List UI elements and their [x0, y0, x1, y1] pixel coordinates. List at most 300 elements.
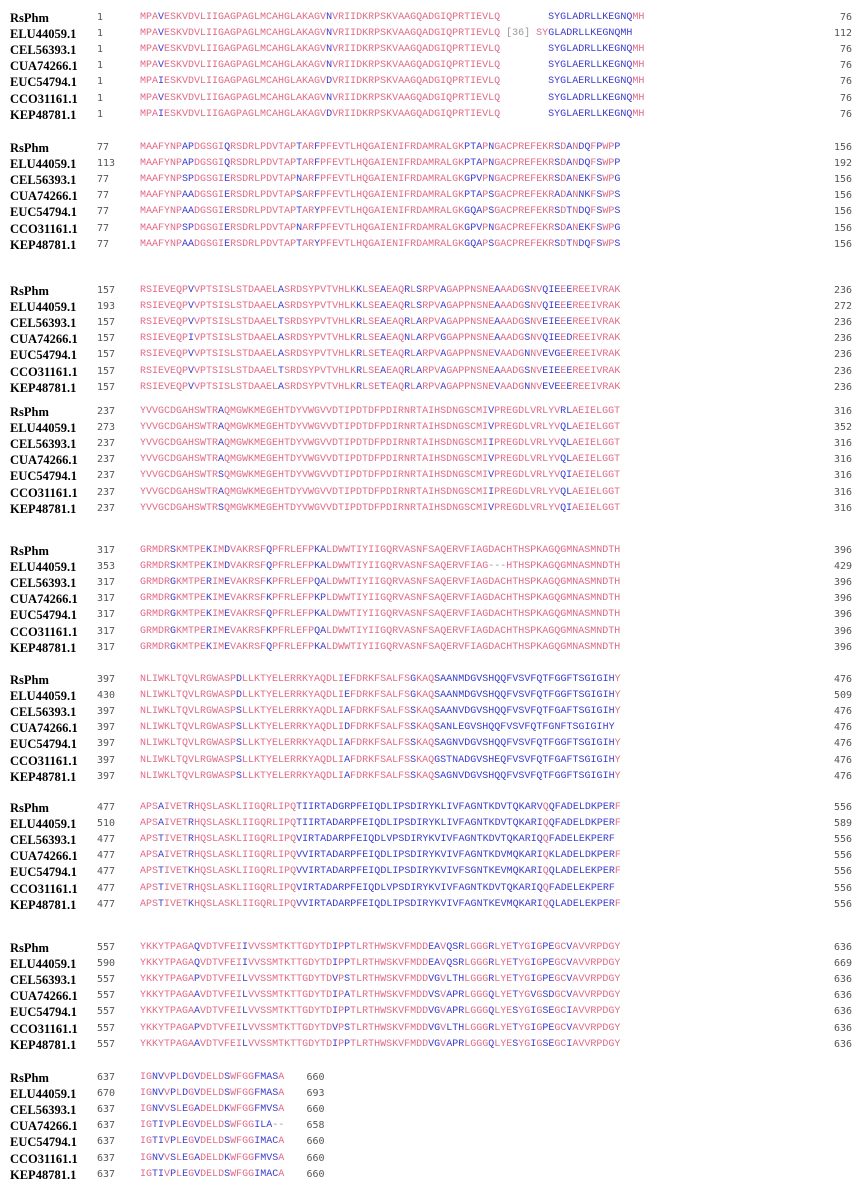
sequence-text: YKKYTPAGAQVDTVFEIIVVSSMTKTTGDYTDIPPTLRTHWSKVFMDDEAVQSRLGGGRLYETYGIGPEGCVAVVRPDGY: [140, 958, 621, 970]
start-position: 317: [97, 641, 116, 653]
sequence-name: KEP48781.1: [10, 769, 77, 784]
sequence-name: KEP48781.1: [10, 640, 77, 655]
sequence-name: CEL56393.1: [10, 833, 77, 848]
end-position: 396: [833, 609, 852, 621]
alignment-row: [0, 140, 858, 156]
sequence-text: GRMDRGKMTPERIMEVAKRSFKPFRLEFPQALDWWTIYIIGQRVASNFSAQERVFIAGDACHTHSPKAGQGMNASMNDTH: [140, 577, 621, 589]
end-position: 156: [833, 222, 852, 234]
alignment-row: [0, 1070, 858, 1086]
sequence-name: ELU44059.1: [10, 817, 77, 832]
sequence-text: NLIWKLTQVLRGWASPSLLKTYELERRKYAQDLIAFDRKFSALFSSKAQSAANVDGVSHQQFVSVFQTFGAFTSGIGIHY: [140, 706, 621, 718]
start-position: 557: [97, 942, 116, 953]
sequence-text: MPAVESKVDVLIIGAGPAGLMCAHGLAKAGVNVRIIDKRPSKVAAGQADGIQPRTIEVLQ SYGLAERLLKEGNQMH: [140, 60, 645, 72]
end-position: 396: [833, 641, 852, 653]
sequence-name: EUC54794.1: [10, 348, 78, 363]
end-position: 156: [833, 174, 852, 186]
end-position: 669: [833, 958, 852, 970]
end-position: 476: [833, 674, 852, 685]
start-position: 157: [97, 365, 116, 377]
sequence-name: ELU44059.1: [10, 27, 77, 42]
start-position: 477: [97, 898, 116, 910]
alignment-row: [0, 607, 858, 623]
sequence-text: YKKYTPAGAQVDTVFEIIVVSSMTKTTGDYTDIPPTLRTHWSKVFMDDEAVQSRLGGGRLYETYGIGPEGCVAVVRPDGY: [140, 942, 621, 953]
end-position: 156: [833, 206, 852, 218]
sequence-text: RSIEVEQPVVPTSISLSTDAAELASRDSYPVTVHLKRLSETEAQRLARPVAGAPPNSNEVAADGNNVEVEEEREEIVRAK: [140, 381, 621, 393]
sequence-text: RSIEVEQPVVPTSISLSTDAAELASRDSYPVTVHLKKLSEAEAQRLSRPVAGAPPNSNEAAADGSNVQIEEEREEIVRAK: [140, 301, 621, 313]
start-position: 397: [97, 754, 116, 766]
alignment-row: [0, 1037, 858, 1053]
end-position: 396: [833, 625, 852, 637]
alignment-row: [0, 704, 858, 720]
end-position: 76: [839, 76, 852, 88]
start-position: 157: [97, 317, 116, 329]
sequence-text: NLIWKLTQVLRGWASPSLLKTYELERRKYAQDLIAFDRKFSALFSSKAQSAGNVDGVSHQQFVSVFQTFGGFTSGIGIHY: [140, 738, 621, 750]
start-position: 637: [97, 1104, 116, 1116]
sequence-name: ELU44059.1: [10, 157, 77, 172]
alignment-row: [0, 1004, 858, 1020]
sequence-name: EUC54794.1: [10, 865, 78, 880]
sequence-name: CCO31161.1: [10, 1151, 78, 1166]
alignment-row: [0, 204, 858, 220]
end-position: 476: [833, 770, 852, 782]
sequence-text: YVVGCDGAHSWTRAQMGWKMEGEHTDYVWGVVDTIPDTDFPDIRNRTAIHSDNGSCMIVPREGDLVRLYVRLAEIELGGT: [140, 406, 621, 417]
start-position: 1: [97, 44, 104, 56]
start-position: 477: [97, 866, 116, 878]
start-position: 477: [97, 834, 116, 846]
sequence-text: MAAFYNPAADGSGIERSDRLPDVTAPSARFPFEVTLHQGAIENIFRDAMRALGKPTAPSGACPREFEKRADANNKFSWPS: [140, 190, 621, 202]
sequence-name: RsPhm: [10, 284, 49, 298]
start-position: 237: [97, 502, 116, 514]
start-position: 477: [97, 802, 116, 813]
alignment-row: [0, 74, 858, 90]
end-position: 636: [833, 1006, 852, 1018]
start-position: 77: [97, 142, 110, 153]
alignment-row: [0, 591, 858, 607]
sequence-text: MPAVESKVDVLIIGAGPAGLMCAHGLAKAGVNVRIIDKRPSKVAAGQADGIQPRTIEVLQ SYGLADRLLKEGNQMH: [140, 92, 645, 104]
alignment-row: [0, 816, 858, 832]
alignment-row: [0, 364, 858, 380]
end-position: 396: [833, 593, 852, 605]
start-position: 77: [97, 190, 110, 202]
end-position: 316: [833, 470, 852, 482]
sequence-text: MPAIESKVDVLIIGAGPAGLMCAHGLAKAGVDVRIIDKRPSKVAAGQADGIQPRTIEVLQ SYGLAERLLKEGNQMH: [140, 108, 645, 120]
alignment-row: [0, 736, 858, 752]
alignment-row: [0, 380, 858, 396]
start-position: 557: [97, 1006, 116, 1018]
alignment-row: [0, 91, 858, 107]
alignment-row: [0, 1134, 858, 1150]
sequence-text: YKKYTPAGAAVDTVFEILVVSSMTKTTGDYTDIPPTLRTHWSKVFMDDVGVAPRLGGGQLYESYGIGSEGCIAVVRPDGY: [140, 1006, 621, 1018]
sequence-name: RsPhm: [10, 11, 49, 25]
start-position: 113: [97, 158, 116, 170]
end-position: 556: [833, 834, 852, 846]
sequence-text: RSIEVEQPVVPTSISLSTDAAELTSRDSYPVTVHLKRLSEAEAQRLARPVAGAPPNSNEAAADGSNVEIEEEREEIVRAK: [140, 365, 621, 377]
sequence-text: APSAIVETRHQSLASKLIIGQRLIPQTIIRTADGRPFEIQDLIPSDIRYKLIVFAGNTKDVTQKARVQQFADELDKPERF: [140, 802, 621, 813]
end-position: 76: [839, 44, 852, 56]
alignment-row: [0, 672, 858, 688]
sequence-text: NLIWKLTQVLRGWASPSLLKTYELERRKYAQDLIAFDRKFSALFSSKAQGSTNADGVSHEQFVSVFQTFGAFTSGIGIHY: [140, 754, 621, 766]
end-position: 236: [833, 317, 852, 329]
sequence-text: IGNVVSLEGADELDKWFGGFMVSA: [140, 1104, 285, 1116]
sequence-name: RsPhm: [10, 1071, 49, 1085]
sequence-name: RsPhm: [10, 941, 49, 955]
start-position: 670: [97, 1088, 116, 1100]
end-position: 660: [306, 1168, 325, 1180]
sequence-text: IGNVVPLDGVDELDSWFGGFMASA: [140, 1088, 285, 1100]
start-position: 557: [97, 974, 116, 986]
alignment-row: [0, 1167, 858, 1183]
end-position: 636: [833, 1038, 852, 1050]
alignment-row: [0, 347, 858, 363]
alignment-row: [0, 283, 858, 299]
start-position: 157: [97, 333, 116, 345]
sequence-name: ELU44059.1: [10, 421, 77, 436]
end-position: 396: [833, 545, 852, 556]
end-position: 156: [833, 238, 852, 250]
sequence-text: YVVGCDGAHSWTRAQMGWKMEGEHTDYVWGVVDTIPDTDFPDIRNRTAIHSDNGSCMIIPREGDLVRLYVQLAEIELGGT: [140, 438, 621, 450]
alignment-row: [0, 972, 858, 988]
start-position: 430: [97, 690, 116, 702]
sequence-name: ELU44059.1: [10, 957, 77, 972]
sequence-text: IGNVVPLDGVDELDSWFGGFMASA: [140, 1072, 285, 1083]
start-position: 157: [97, 381, 116, 393]
start-position: 237: [97, 454, 116, 466]
end-position: 660: [306, 1072, 325, 1083]
alignment-row: [0, 688, 858, 704]
start-position: 557: [97, 1022, 116, 1034]
end-position: 476: [833, 722, 852, 734]
sequence-name: CCO31161.1: [10, 485, 78, 500]
alignment-row: [0, 221, 858, 237]
sequence-text: NLIWKLTQVLRGWASPSLLKTYELERRKYAQDLIDFDRKFSALFSSKAQSANLEGVSHQQFVSVFQTFGNFTSGIGIHY: [140, 722, 615, 734]
sequence-text: YKKYTPAGAPVDTVFEILVVSSMTKTTGDYTDVPSTLRTHWSKVFMDDVGVLTHLGGGRLYETYGIGPEGCVAVVRPDGY: [140, 974, 621, 986]
sequence-name: CUA74266.1: [10, 453, 78, 468]
sequence-text: APSTIVETRHQSLASKLIIGQRLIPQVIRTADARPFEIQDLVPSDIRYKVIVFAGNTKDVTQKARIQQFADELEKPERF: [140, 834, 615, 846]
end-position: 660: [306, 1152, 325, 1164]
sequence-text: IGTIVPLEGVDELDSWFGGIMACA: [140, 1168, 285, 1180]
sequence-name: CEL56393.1: [10, 173, 77, 188]
sequence-name: KEP48781.1: [10, 237, 77, 252]
alignment-row: [0, 331, 858, 347]
start-position: 77: [97, 206, 110, 218]
alignment-row: [0, 1102, 858, 1118]
start-position: 397: [97, 674, 116, 685]
sequence-name: CUA74266.1: [10, 989, 78, 1004]
sequence-name: RsPhm: [10, 405, 49, 419]
end-position: 236: [833, 333, 852, 345]
end-position: 556: [833, 898, 852, 910]
start-position: 1: [97, 60, 104, 72]
alignment-row: [0, 420, 858, 436]
sequence-name: CCO31161.1: [10, 221, 78, 236]
start-position: 1: [97, 28, 104, 40]
sequence-text: MPAVESKVDVLIIGAGPAGLMCAHGLAKAGVNVRIIDKRPSKVAAGQADGIQPRTIEVLQ SYGLADRLLKEGNQMH: [140, 44, 645, 56]
alignment-row: [0, 956, 858, 972]
sequence-name: KEP48781.1: [10, 897, 77, 912]
start-position: 353: [97, 561, 116, 573]
alignment-row: [0, 156, 858, 172]
alignment-row: [0, 543, 858, 559]
sequence-text: MPAVESKVDVLIIGAGPAGLMCAHGLAKAGVNVRIIDKRPSKVAAGQADGIQPRTIEVLQ [36] SYGLADRLLKEGNQMH: [140, 28, 633, 40]
end-position: 476: [833, 754, 852, 766]
sequence-text: YVVGCDGAHSWTRSQMGWKMEGEHTDYVWGVVDTIPDTDFPDIRNRTAIHSDNGSCMIVPREGDLVRLYVQIAEIELGGT: [140, 470, 621, 482]
alignment-row: [0, 436, 858, 452]
start-position: 237: [97, 438, 116, 450]
sequence-text: RSIEVEQPVVPTSISLSTDAAELASRDSYPVTVHLKKLSEAEAQRLSRPVAGAPPNSNEAAADGSNVQIEEEREEIVRAK: [140, 285, 621, 296]
alignment-row: [0, 624, 858, 640]
sequence-name: CUA74266.1: [10, 592, 78, 607]
end-position: 636: [833, 1022, 852, 1034]
end-position: 589: [833, 818, 852, 830]
alignment-row: [0, 501, 858, 517]
alignment-row: [0, 188, 858, 204]
sequence-text: MAAFYNPAADGSGIERSDRLPDVTAPTARYPFEVTLHQGAIENIFRDAMRALGKGQAPSGACPREFEKRSDTNDQFSWPS: [140, 238, 621, 250]
sequence-text: APSTIVETKHQSLASKLIIGQRLIPQVVIRTADARPFEIQDLIPSDIRYKVIVFAGNTKEVMQKARIQQLADELEKPERF: [140, 898, 621, 910]
end-position: 636: [833, 942, 852, 953]
sequence-text: MAAFYNPSPDGSGIERSDRLPDVTAPNARFPFEVTLHQGAIENIFRDAMRALGKGPVPNGACPREFEKRSDANEKFSWPG: [140, 222, 621, 234]
sequence-text: GRMDRSKMTPEKIMDVAKRSFQPFRLEFPKALDWWTIYIIGQRVASNFSAQERVFIAG---HTHSPKAGQGMNASMNDTH: [140, 561, 621, 573]
alignment-row: [0, 1151, 858, 1167]
sequence-name: KEP48781.1: [10, 107, 77, 122]
end-position: 636: [833, 990, 852, 1002]
end-position: 352: [833, 422, 852, 434]
sequence-text: YKKYTPAGAAVDTVFEILVVSSMTKTTGDYTDIPPTLRTHWSKVFMDDVGVAPRLGGGQLYESYGIGSEGCIAVVRPDGY: [140, 1038, 621, 1050]
sequence-name: ELU44059.1: [10, 689, 77, 704]
end-position: 76: [839, 60, 852, 72]
sequence-name: CEL56393.1: [10, 576, 77, 591]
alignment-row: [0, 172, 858, 188]
start-position: 317: [97, 593, 116, 605]
sequence-name: CEL56393.1: [10, 973, 77, 988]
start-position: 637: [97, 1072, 116, 1083]
alignment-row: [0, 1118, 858, 1134]
sequence-text: GRMDRGKMTPEKIMEVAKRSFKPFRLEFPKPLDWWTIYIIGQRVASNFSAQERVFIAGDACHTHSPKAGQGMNASMNDTH: [140, 593, 621, 605]
sequence-name: CEL56393.1: [10, 43, 77, 58]
alignment-row: [0, 988, 858, 1004]
sequence-name: EUC54794.1: [10, 469, 78, 484]
end-position: 112: [833, 28, 852, 40]
end-position: 192: [833, 158, 852, 170]
start-position: 237: [97, 470, 116, 482]
sequence-text: NLIWKLTQVLRGWASPDLLKTYELERRKYAQDLIEFDRKFSALFSGKAQSAANMDGVSHQQFVSVFQTFGGFTSGIGIHY: [140, 690, 621, 702]
end-position: 429: [833, 561, 852, 573]
sequence-name: CUA74266.1: [10, 1119, 78, 1134]
sequence-text: RSIEVEQPVVPTSISLSTDAAELASRDSYPVTVHLKRLSETEAQRLARPVAGAPPNSNEVAADGNNVEVGEEREEIVRAK: [140, 349, 621, 361]
sequence-text: MAAFYNPSPDGSGIERSDRLPDVTAPNARFPFEVTLHQGAIENIFRDAMRALGKGPVPNGACPREFEKRSDANEKFSWPG: [140, 174, 621, 186]
start-position: 273: [97, 422, 116, 434]
end-position: 316: [833, 438, 852, 450]
sequence-text: GRMDRGKMTPEKIMEVAKRSFQPFRLEFPKALDWWTIYIIGQRVASNFSAQERVFIAGDACHTHSPKAGQGMNASMNDTH: [140, 641, 621, 653]
alignment-row: [0, 1021, 858, 1037]
start-position: 557: [97, 1038, 116, 1050]
sequence-text: GRMDRSKMTPEKIMDVAKRSFQPFRLEFPKALDWWTIYIIGQRVASNFSAQERVFIAGDACHTHSPKAGQGMNASMNDTH: [140, 545, 621, 556]
start-position: 193: [97, 301, 116, 313]
sequence-name: KEP48781.1: [10, 380, 77, 395]
sequence-text: APSAIVETRHQSLASKLIIGQRLIPQTIIRTADARPFEIQDLIPSDIRYKLIVFAGNTKDVTQKARIQQFADELDKPERF: [140, 818, 621, 830]
start-position: 317: [97, 577, 116, 589]
sequence-text: MAAFYNPAADGSGIERSDRLPDVTAPTARYPFEVTLHQGAIENIFRDAMRALGKGQAPSGACPREFEKRSDTNDQFSWPS: [140, 206, 621, 218]
start-position: 510: [97, 818, 116, 830]
alignment-row: [0, 575, 858, 591]
start-position: 1: [97, 76, 104, 88]
start-position: 637: [97, 1152, 116, 1164]
end-position: 316: [833, 502, 852, 514]
sequence-text: NLIWKLTQVLRGWASPSLLKTYELERRKYAQDLIAFDRKFSALFSSKAQSAGNVDGVSHQQFVSVFQTFGGFTSGIGIHY: [140, 770, 621, 782]
start-position: 637: [97, 1120, 116, 1132]
end-position: 476: [833, 706, 852, 718]
alignment-row: [0, 720, 858, 736]
sequence-text: MPAIESKVDVLIIGAGPAGLMCAHGLAKAGVDVRIIDKRPSKVAAGQADGIQPRTIEVLQ SYGLAERLLKEGNQMH: [140, 76, 645, 88]
start-position: 397: [97, 738, 116, 750]
sequence-text: MAAFYNPAPDGSGIQRSDRLPDVTAPTARFPFEVTLHQGAIENIFRDAMRALGKPTAPNGACPREFEKRSDANDQFSWPP: [140, 158, 621, 170]
alignment-row: [0, 10, 858, 26]
end-position: 660: [306, 1104, 325, 1116]
sequence-name: CCO31161.1: [10, 881, 78, 896]
alignment-row: [0, 107, 858, 123]
sequence-name: CUA74266.1: [10, 59, 78, 74]
sequence-text: IGTIVPLEGVDELDSWFGGIMACA: [140, 1136, 285, 1148]
start-position: 157: [97, 285, 116, 296]
alignment-row: [0, 800, 858, 816]
start-position: 237: [97, 486, 116, 498]
start-position: 397: [97, 770, 116, 782]
end-position: 76: [839, 92, 852, 104]
alignment-row: [0, 832, 858, 848]
start-position: 77: [97, 174, 110, 186]
sequence-text: YKKYTPAGAAVDTVFEILVVSSMTKTTGDYTDIPATLRTHWSKVFMDDVSVAPRLGGGQLYETYGVGSDGCVAVVRPDGY: [140, 990, 621, 1002]
sequence-name: ELU44059.1: [10, 1087, 77, 1102]
start-position: 1: [97, 92, 104, 104]
alignment-row: [0, 468, 858, 484]
start-position: 237: [97, 406, 116, 417]
alignment-row: [0, 864, 858, 880]
end-position: 658: [306, 1120, 325, 1132]
alignment-row: [0, 452, 858, 468]
sequence-name: ELU44059.1: [10, 560, 77, 575]
start-position: 557: [97, 990, 116, 1002]
start-position: 317: [97, 609, 116, 621]
sequence-name: CCO31161.1: [10, 753, 78, 768]
sequence-name: RsPhm: [10, 673, 49, 687]
sequence-name: EUC54794.1: [10, 75, 78, 90]
alignment-row: [0, 559, 858, 575]
end-position: 236: [833, 349, 852, 361]
sequence-text: IGTIVPLEGVDELDSWFGGILA--: [140, 1120, 285, 1132]
sequence-text: YVVGCDGAHSWTRAQMGWKMEGEHTDYVWGVVDTIPDTDFPDIRNRTAIHSDNGSCMIVPREGDLVRLYVQLAEIELGGT: [140, 454, 621, 466]
alignment-row: [0, 769, 858, 785]
end-position: 236: [833, 381, 852, 393]
sequence-name: CEL56393.1: [10, 1103, 77, 1118]
sequence-text: MAAFYNPAPDGSGIQRSDRLPDVTAPTARFPFEVTLHQGAIENIFRDAMRALGKPTAPNGACPREFEKRSDANDQFPWPP: [140, 142, 621, 153]
start-position: 317: [97, 545, 116, 556]
start-position: 637: [97, 1168, 116, 1180]
sequence-text: GRMDRGKMTPERIMEVAKRSFKPFRLEFPQALDWWTIYIIGQRVASNFSAQERVFIAGDACHTHSPKAGQGMNASMNDTH: [140, 625, 621, 637]
sequence-name: CEL56393.1: [10, 316, 77, 331]
end-position: 156: [833, 142, 852, 153]
sequence-name: EUC54794.1: [10, 608, 78, 623]
end-position: 556: [833, 882, 852, 894]
sequence-name: EUC54794.1: [10, 205, 78, 220]
alignment-row: [0, 848, 858, 864]
sequence-name: CUA74266.1: [10, 332, 78, 347]
alignment-row: [0, 640, 858, 656]
end-position: 556: [833, 866, 852, 878]
start-position: 397: [97, 706, 116, 718]
sequence-text: YKKYTPAGAPVDTVFEILVVSSMTKTTGDYTDVPSTLRTHWSKVFMDDVGVLTHLGGGRLYETYGIGPEGCVAVVRPDGY: [140, 1022, 621, 1034]
sequence-name: ELU44059.1: [10, 300, 77, 315]
sequence-text: RSIEVEQPIVPTSISLSTDAAELASRDSYPVTVHLKRLSEAEAQNLARPVGGAPPNSNEAAADGSNVQIEEDREEIVRAK: [140, 333, 621, 345]
sequence-name: CCO31161.1: [10, 91, 78, 106]
alignment-row: [0, 1086, 858, 1102]
sequence-name: EUC54794.1: [10, 1135, 78, 1150]
start-position: 590: [97, 958, 116, 970]
sequence-name: KEP48781.1: [10, 501, 77, 516]
sequence-text: IGNVVSLEGADELDKWFGGFMVSA: [140, 1152, 285, 1164]
alignment-row: [0, 881, 858, 897]
sequence-name: RsPhm: [10, 801, 49, 815]
sequence-name: CCO31161.1: [10, 364, 78, 379]
sequence-text: YVVGCDGAHSWTRAQMGWKMEGEHTDYVWGVVDTIPDTDFPDIRNRTAIHSDNGSCMIIPREGDLVRLYVQLAEIELGGT: [140, 486, 621, 498]
end-position: 236: [833, 365, 852, 377]
alignment-row: [0, 237, 858, 253]
sequence-name: CCO31161.1: [10, 624, 78, 639]
end-position: 476: [833, 738, 852, 750]
start-position: 77: [97, 238, 110, 250]
alignment-row: [0, 299, 858, 315]
start-position: 77: [97, 222, 110, 234]
sequence-text: YVVGCDGAHSWTRAQMGWKMEGEHTDYVWGVVDTIPDTDFPDIRNRTAIHSDNGSCMIVPREGDLVRLYVQLAEIELGGT: [140, 422, 621, 434]
start-position: 1: [97, 108, 104, 120]
sequence-text: GRMDRGKMTPEKIMEVAKRSFQPFRLEFPKALDWWTIYIIGQRVASNFSAQERVFIAGDACHTHSPKAGQGMNASMNDTH: [140, 609, 621, 621]
sequence-name: CUA74266.1: [10, 721, 78, 736]
end-position: 636: [833, 974, 852, 986]
end-position: 396: [833, 577, 852, 589]
end-position: 156: [833, 190, 852, 202]
start-position: 157: [97, 349, 116, 361]
end-position: 316: [833, 406, 852, 417]
alignment-row: [0, 940, 858, 956]
end-position: 236: [833, 285, 852, 296]
alignment-row: [0, 485, 858, 501]
start-position: 397: [97, 722, 116, 734]
end-position: 693: [306, 1088, 325, 1100]
sequence-text: YVVGCDGAHSWTRSQMGWKMEGEHTDYVWGVVDTIPDTDFPDIRNRTAIHSDNGSCMIVPREGDLVRLYVQIAEIELGGT: [140, 502, 621, 514]
end-position: 660: [306, 1136, 325, 1148]
alignment-row: [0, 753, 858, 769]
sequence-name: EUC54794.1: [10, 737, 78, 752]
sequence-text: NLIWKLTQVLRGWASPDLLKTYELERRKYAQDLIEFDRKFSALFSGKAQSAANMDGVSHQQFVSVFQTFGGFTSGIGIHY: [140, 674, 621, 685]
start-position: 317: [97, 625, 116, 637]
sequence-text: APSAIVETRHQSLASKLIIGQRLIPQVVIRTADARPFEIQDLIPSDIRYKVIVFAGNTKDVMQKARIQKLADELDKPERF: [140, 850, 621, 862]
sequence-name: KEP48781.1: [10, 1037, 77, 1052]
start-position: 1: [97, 12, 104, 23]
sequence-name: EUC54794.1: [10, 1005, 78, 1020]
sequence-name: RsPhm: [10, 141, 49, 155]
end-position: 509: [833, 690, 852, 702]
sequence-text: MPAVESKVDVLIIGAGPAGLMCAHGLAKAGVNVRIIDKRPSKVAAGQADGIQPRTIEVLQ SYGLADRLLKEGNQMH: [140, 12, 645, 23]
sequence-name: CCO31161.1: [10, 1021, 78, 1036]
start-position: 637: [97, 1136, 116, 1148]
end-position: 316: [833, 486, 852, 498]
end-position: 556: [833, 850, 852, 862]
end-position: 272: [833, 301, 852, 313]
start-position: 477: [97, 850, 116, 862]
alignment-row: [0, 58, 858, 74]
sequence-name: CEL56393.1: [10, 705, 77, 720]
end-position: 76: [839, 108, 852, 120]
alignment-row: [0, 42, 858, 58]
sequence-name: RsPhm: [10, 544, 49, 558]
